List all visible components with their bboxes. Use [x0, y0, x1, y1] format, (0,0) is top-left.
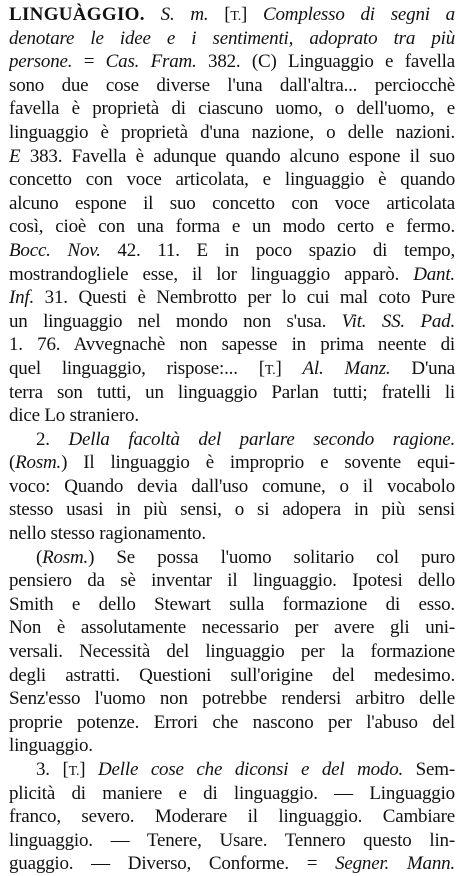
text-run: pensiero da sè inventar il linguaggio. Ipotesi dello	[9, 570, 455, 592]
entry-line	[9, 664, 455, 688]
text-run: [	[208, 4, 231, 25]
entry-line	[9, 640, 455, 664]
text-run: Non è assolutamente necessario per avere gli uni-	[9, 617, 455, 639]
entry-line	[9, 522, 455, 546]
text-run: alcuno espone il suo concetto con voce articolata	[9, 192, 455, 214]
entry-line	[9, 758, 455, 782]
entry-line	[9, 286, 455, 310]
entry-line	[9, 428, 455, 452]
headword: LINGUÀGGIO.	[9, 4, 145, 25]
italic-run: Cas. Fram.	[105, 51, 197, 73]
text-run: versali. Necessità del linguaggio per la formazione	[9, 641, 455, 663]
entry-line	[9, 27, 455, 51]
entry-line	[9, 546, 455, 570]
entry-line	[9, 168, 455, 192]
text-run: 2.	[36, 428, 69, 450]
entry-line	[9, 451, 455, 475]
text-run: D'una	[390, 357, 455, 379]
italic-run: Bocc. Nov.	[9, 239, 101, 261]
italic-run: Rosm.	[15, 452, 62, 474]
entry-line	[9, 357, 455, 381]
text-run: degli astratti. Questioni sull'origine del medesimo.	[9, 664, 455, 686]
text-run: (	[9, 452, 16, 474]
dictionary-entry	[9, 3, 455, 876]
entry-line	[9, 145, 455, 169]
text-run: Senz'esso l'uomo non potrebbe rendersi arbitro delle	[9, 688, 455, 710]
small-caps-run: T.	[230, 9, 242, 24]
text-run	[145, 4, 161, 25]
text-run: 3. [	[36, 759, 69, 780]
text-run: 382. (C) Linguaggio e favella	[196, 51, 455, 73]
entry-line	[9, 593, 455, 617]
entry-line	[9, 475, 455, 499]
small-caps-run: T.	[68, 764, 80, 779]
entry-line	[9, 404, 455, 428]
entry-line	[9, 381, 455, 405]
entry-line	[9, 616, 455, 640]
text-run: favella è proprietà di ciascuno uomo, o dell'uomo, e	[9, 98, 455, 120]
italic-run: Vit. SS. Pad.	[341, 310, 455, 332]
entry-line	[9, 215, 455, 239]
italic-run: Segner. Mann.	[335, 853, 455, 875]
entry-line	[9, 50, 455, 74]
text-run: 31. Questi è Nembrotto per lo cui mal coto Pure	[34, 287, 455, 309]
entry-line	[9, 782, 455, 806]
entry-line	[9, 829, 455, 853]
italic-run: Delle cose che diconsi e del modo.	[98, 759, 404, 780]
text-run: ]	[79, 759, 99, 780]
entry-line	[9, 263, 455, 287]
italic-run: Al. Manz.	[302, 357, 391, 379]
italic-run: denotare le idee e i sentimenti, adoprato tra più	[9, 27, 455, 49]
small-caps-run: T.	[264, 362, 276, 378]
text-run: voco: Quando devia dall'uso comune, o il vocabolo	[9, 475, 455, 497]
entry-line	[9, 852, 455, 876]
italic-run: Della facoltà del parlare secondo ragione.	[68, 428, 455, 450]
text-run: ) Il linguaggio è improprio e sovente equi-	[61, 452, 455, 474]
text-run: linguaggio è proprietà d'una nazione, o delle nazioni.	[9, 121, 455, 143]
text-run: linguaggio. — Tenere, Usare. Tennero questo lin-	[9, 829, 455, 851]
italic-run: Dant.	[413, 263, 455, 285]
text-run: =	[72, 51, 106, 73]
text-run: Smith e dello Stewart sulla formazione di esso.	[9, 593, 455, 615]
italic-run: Rosm.	[42, 546, 89, 568]
text-run: sono due cose diverse l'una dall'altra... perciocchè	[9, 74, 455, 96]
text-run: così, cioè con una forma e un modo certo e fermo.	[9, 216, 455, 238]
text-run: terra son tutti, un linguaggio Parlan tutti; fratelli li	[9, 381, 455, 403]
text-run: ]	[275, 357, 303, 379]
text-run: proprie potenze. Errori che nascono per l'abuso del	[9, 711, 455, 733]
entry-line	[9, 97, 455, 121]
text-run: Sem-	[403, 759, 455, 780]
text-run: concetto con voce articolata, e linguaggio è quando	[9, 169, 455, 191]
text-run: mostrandogliele esse, il lor linguaggio apparò.	[9, 263, 414, 285]
italic-run: E	[9, 145, 21, 167]
entry-line	[9, 687, 455, 711]
text-run: quel linguaggio, rispose:... [	[9, 357, 265, 379]
entry-line	[9, 239, 455, 263]
text-run: 1. 76. Avvegnachè non sapesse in prima neente di	[9, 334, 455, 356]
text-run: nello stesso ragionamento.	[9, 523, 206, 545]
italic-run: Complesso di segni a	[263, 4, 455, 25]
italic-run: S. m.	[160, 4, 209, 25]
entry-line	[9, 569, 455, 593]
text-run: franco, severo. Moderare il linguaggio. Cambiare	[9, 806, 455, 828]
text-run: stesso usasi in più sensi, o si adopera in più sensi	[9, 499, 455, 521]
entry-line	[9, 498, 455, 522]
entry-line	[9, 805, 455, 829]
text-run: un linguaggio nel mondo non s'usa.	[9, 310, 342, 332]
entry-line	[9, 3, 455, 27]
entry-line	[9, 310, 455, 334]
italic-run: persone.	[9, 51, 73, 73]
text-run: 42. 11. E in poco spazio di tempo,	[100, 239, 455, 261]
entry-line	[9, 734, 455, 758]
text-run: dice Lo straniero.	[9, 405, 139, 427]
text-run: ) Se possa l'uomo solitario col puro	[88, 546, 455, 568]
text-run: linguaggio.	[9, 735, 93, 757]
entry-line	[9, 711, 455, 735]
entry-line	[9, 121, 455, 145]
text-run: 383. Favella è adunque quando alcuno espone il suo	[20, 145, 455, 167]
text-run: ]	[241, 4, 264, 25]
entry-line	[9, 192, 455, 216]
entry-line	[9, 74, 455, 98]
entry-line	[9, 333, 455, 357]
italic-run: Inf.	[9, 287, 35, 309]
text-run: plicità di maniere e di linguaggio. — Linguaggio	[9, 782, 455, 804]
text-run: guaggio. — Diverso, Conforme. =	[9, 853, 336, 875]
text-run: (	[36, 546, 43, 568]
